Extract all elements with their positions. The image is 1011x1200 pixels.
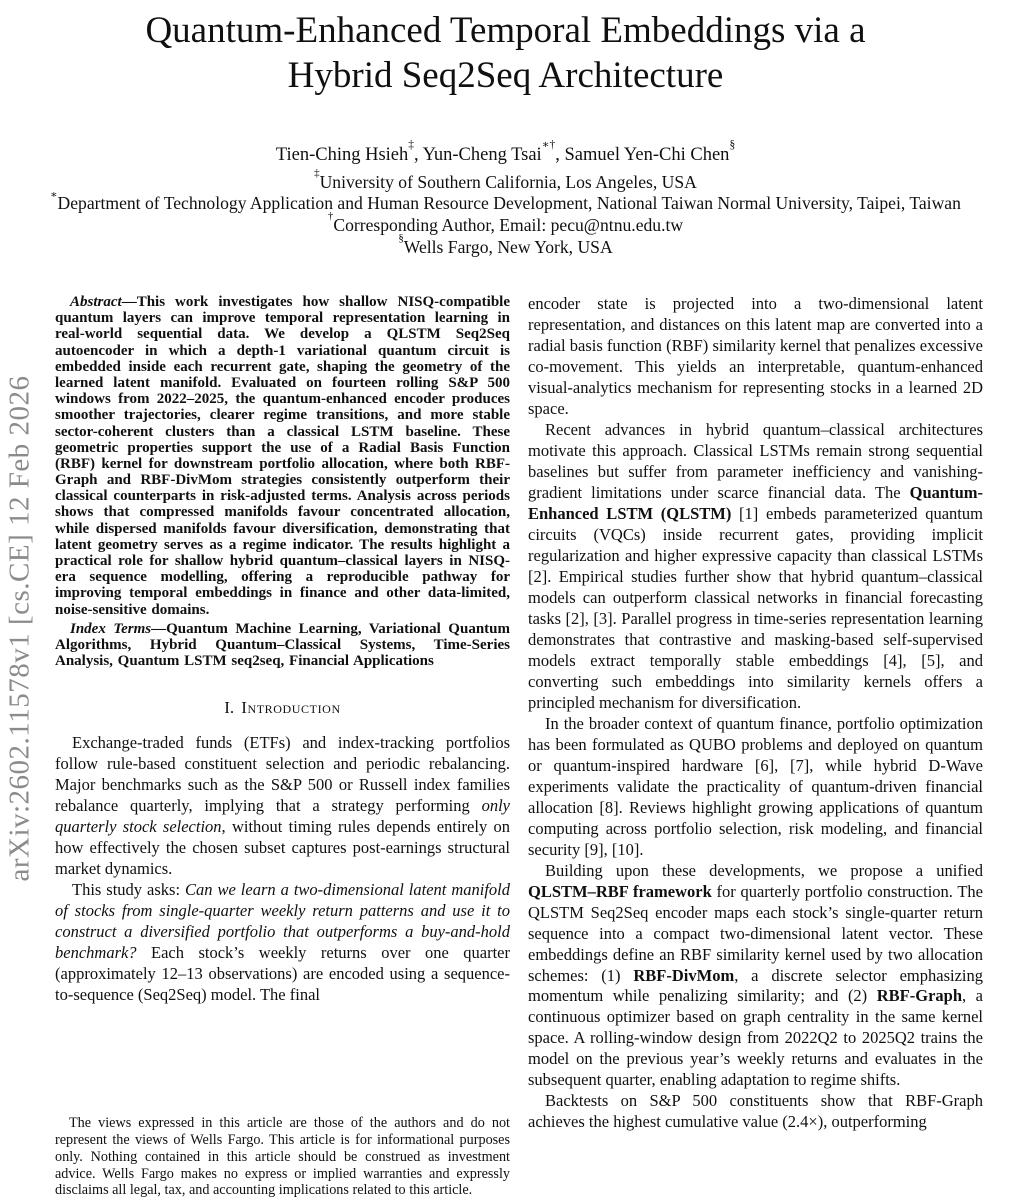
abstract-paragraph bbox=[55, 294, 510, 618]
text-run: , a discrete selector emphasizing momentum while penalizing similarity; and (2) bbox=[528, 965, 983, 1006]
text-run: Each stock’s weekly returns over one quarter (approximately 12–13 observations) are encoded using a sequence-to-sequence (Seq2Seq) model. The final bbox=[55, 943, 510, 1005]
author-name bbox=[275, 138, 414, 166]
left-column bbox=[55, 294, 510, 1200]
affiliation-block bbox=[0, 166, 1011, 259]
author-text: , Yun-Cheng Tsai bbox=[414, 145, 542, 166]
affiliation-text: University of Southern California, Los Angeles, USA bbox=[319, 171, 697, 192]
text-run-bold: RBF-DivMom bbox=[633, 965, 735, 985]
author-affiliation-mark: ‡ bbox=[408, 138, 414, 151]
author-affiliation-mark: ∗† bbox=[541, 138, 556, 151]
text-run: Exchange-traded funds (ETFs) and index-tracking portfolios follow rule-based constituent selection and periodic rebalancing. Major benchmarks such as the S&P 500 or Russell index families rebalance quarterly, implying that a strategy performing bbox=[55, 733, 510, 816]
affiliation-text: Corresponding Author, Email: pecu@ntnu.edu.tw bbox=[333, 215, 684, 236]
paragraph-qlstm-background bbox=[528, 420, 983, 714]
text-run: for quarterly portfolio construction. The QLSTM Seq2Seq encoder maps each stock’s single-quarter return sequence into a compact two-dimensional latent vector. These embeddings define an RBF similarity kernel used by two allocation schemes: (1) bbox=[528, 881, 983, 985]
right-column bbox=[528, 294, 983, 1200]
section-number: I. bbox=[224, 698, 235, 718]
author-name bbox=[555, 138, 736, 166]
affiliation-mark: † bbox=[327, 210, 334, 223]
text-run-italic: only quarterly stock selection bbox=[55, 796, 510, 837]
paper-header bbox=[0, 8, 1011, 259]
paragraph-backtests: Backtests on S&P 500 constituents show that RBF-Graph achieves the highest cumulative value (2.4×), outperforming bbox=[528, 1091, 983, 1132]
two-column-body bbox=[55, 294, 983, 1200]
affiliation-mark: ‡ bbox=[314, 166, 320, 179]
abstract-body: —This work investigates how shallow NISQ-compatible quantum layers can improve temporal representation learning in real-world sequential data. We develop a QLSTM Seq2Seq autoencoder in which a depth-1 variational quantum circuit is embedded inside each recurrent gate, shaping the geometry of the learned latent manifold. Evaluated on fourteen rolling S&P 500 windows from 2022–2025, the quantum-enhanced encoder produces smoother trajectories, clearer regime transitions, and more stable sector-coherent clusters than a classical LSTM baseline. These geometric properties support the use of a Radial Basis Function (RBF) kernel for downstream portfolio allocation, where both RBF-Graph and RBF-DivMom strategies consistently outperform their classical counterparts in risk-adjusted terms. Analysis across periods shows that compressed manifolds favour concentrated allocation, while dispersed manifolds favour diversification, demonstrating that latent geometry serves as a regime indicator. The results highlight a practical role for shallow hybrid quantum–classical layers in NISQ-era sequence modelling, offering a reproducible pathway for improving temporal embeddings in finance and other data-limited, noise-sensitive domains. bbox=[55, 294, 510, 618]
text-run: This study asks: bbox=[72, 880, 186, 900]
paragraph-quantum-finance: In the broader context of quantum finance, portfolio optimization has been formulated as QUBO problems and deployed on quantum or quantum-inspired hardware [6], [7], while hybrid D-Wave experiments validate the practicality of quantum-driven financial allocation [8]. Reviews highlight growing applications of quantum computing across portfolio selection, risk modeling, and financial security [9], [10]. bbox=[528, 713, 983, 859]
affiliation-mark: ∗ bbox=[50, 188, 58, 201]
text-run-italic: Can we learn a two-dimensional latent manifold of stocks from single-quarter weekly return patterns and use it to construct a diversified portfolio that outperforms a buy-and-hold benchmark? bbox=[55, 880, 510, 963]
text-run-bold: QLSTM–RBF framework bbox=[528, 881, 712, 901]
affiliation-mark: § bbox=[398, 232, 404, 245]
text-run-bold: RBF-Graph bbox=[876, 986, 962, 1006]
author-text: Tien-Ching Hsieh bbox=[275, 145, 409, 166]
text-run-bold: Quantum-Enhanced LSTM (QLSTM) bbox=[528, 482, 983, 523]
paragraph-encoder-continuation: encoder state is projected into a two-dimensional latent representation, and distances on this latent map are converted into a radial basis function (RBF) similarity kernel that penalizes excessive co-movement. This yields an interpretable, quantum-enhanced visual-analytics mechanism for representing stocks in a learned 2D space. bbox=[528, 294, 983, 418]
author-name bbox=[414, 138, 556, 166]
affiliation-line bbox=[0, 210, 1011, 237]
affiliation-text: Department of Technology Application and Human Resource Development, National Taiwan Normal University, Taipei, Taiwan bbox=[57, 193, 961, 214]
author-text: , Samuel Yen-Chi Chen bbox=[555, 145, 730, 166]
index-terms-lead: Index Terms bbox=[70, 620, 152, 637]
author-line bbox=[0, 138, 1011, 166]
affiliation-line bbox=[0, 188, 1011, 215]
paragraph-framework bbox=[528, 861, 983, 1092]
text-run: Recent advances in hybrid quantum–classical architectures motivate this approach. Classical LSTMs remain strong sequential baselines but suffer from parameter inefficiency and vanishing-gradient limitations under scarce financial data. The bbox=[528, 419, 983, 502]
paragraph-etf-intro bbox=[55, 733, 510, 880]
affiliation-line bbox=[0, 166, 1011, 194]
index-terms-body: —Quantum Machine Learning, Variational Quantum Algorithms, Hybrid Quantum–Classical Systems, Time-Series Analysis, Quantum LSTM seq2seq, Financial Applications bbox=[55, 620, 510, 670]
author-affiliation-mark: § bbox=[729, 138, 736, 151]
paper-title: Quantum-Enhanced Temporal Embeddings via a Hybrid Seq2Seq Architecture bbox=[145, 10, 866, 97]
text-run: , without timing rules depends entirely on how effectively the chosen subset captures post-earnings structural market dynamics. bbox=[55, 817, 510, 879]
text-run: Building upon these developments, we propose a unified bbox=[545, 860, 983, 880]
index-terms-paragraph bbox=[55, 621, 510, 670]
arxiv-watermark: arXiv:2602.11578v1 [cs.CE] 12 Feb 2026 bbox=[3, 375, 36, 882]
abstract-lead: Abstract bbox=[70, 294, 122, 310]
affiliation-line bbox=[0, 232, 1011, 259]
section-heading-introduction bbox=[55, 698, 510, 718]
text-run: , a continuous optimizer based on graph centrality in the same kernel space. A rolling-window design from 2022Q2 to 2025Q2 trains the model on the previous year’s weekly returns and evaluates in the subsequent quarter, enabling adaptation to regime shifts. bbox=[528, 986, 983, 1090]
affiliation-text: Wells Fargo, New York, USA bbox=[403, 236, 613, 257]
section-title: Introduction bbox=[241, 698, 341, 718]
paragraph-research-question bbox=[55, 880, 510, 1006]
text-run: [1] embeds parameterized quantum circuits (VQCs) inside recurrent gates, providing implicit regularization and higher expressive capacity than classical LSTMs [2]. Empirical studies further show that hybrid quantum–classical models can outperform classical networks in financial forecasting tasks [2], [3]. Parallel progress in time-series representation learning demonstrates that contrastive and masking-based self-supervised models extract temporally stable embeddings [4], [5], and converting such embeddings into similarity kernels offers a principled mechanism for diversification. bbox=[528, 503, 983, 712]
disclaimer-footnote: The views expressed in this article are those of the authors and do not represent the views of Wells Fargo. This article is for informational purposes only. Nothing contained in this article should be construed as investment advice. Wells Fargo makes no express or implied warranties and expressly disclaims all legal, tax, and accounting implications related to this article. bbox=[55, 1115, 510, 1199]
